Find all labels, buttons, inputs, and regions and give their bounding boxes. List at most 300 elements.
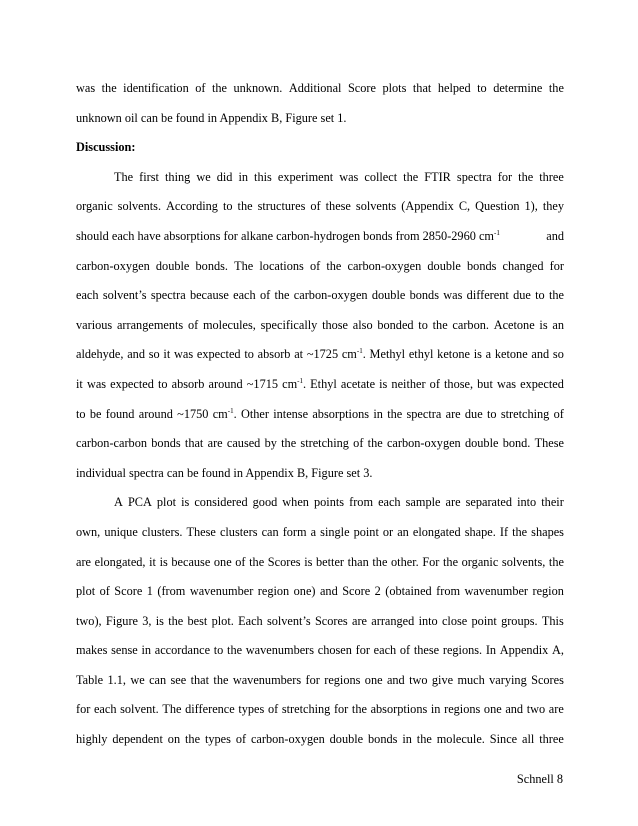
word: each: [93, 702, 117, 717]
word: structures: [257, 199, 306, 214]
word: locations: [259, 258, 304, 273]
word: than: [347, 554, 369, 569]
word: clusters: [219, 524, 258, 539]
word: highly: [76, 732, 108, 747]
word: be: [89, 406, 102, 421]
p1-line-3: [76, 222, 564, 252]
word: aldehyde,: [76, 347, 124, 362]
word: clusters.: [141, 524, 183, 539]
word: and: [531, 347, 550, 362]
word: double: [155, 258, 190, 273]
word: single: [320, 524, 350, 539]
word: for: [333, 702, 349, 717]
word: shapes: [531, 524, 564, 539]
word: point: [471, 613, 497, 628]
word: wavenumber: [464, 584, 529, 599]
p1-line-7: [76, 340, 564, 370]
word: the: [101, 81, 117, 95]
word: that: [412, 81, 432, 95]
word: to: [157, 376, 168, 391]
word: is: [539, 317, 548, 332]
word: these: [413, 643, 440, 658]
word: regions: [444, 702, 481, 717]
word: (Appendix: [401, 199, 454, 214]
word: These: [534, 436, 564, 451]
word: one): [293, 584, 316, 599]
word: changed: [502, 258, 544, 273]
word: wavenumber: [189, 584, 254, 599]
word: from: [436, 584, 461, 599]
word: of: [235, 732, 247, 747]
word: are: [76, 554, 92, 569]
word: when: [282, 495, 309, 510]
word: A: [114, 495, 123, 510]
word: one: [483, 702, 502, 717]
word: double: [427, 258, 461, 273]
word: was: [86, 376, 107, 391]
word: plot.: [211, 613, 234, 628]
word: separated: [465, 495, 513, 510]
word: each: [76, 288, 99, 303]
word: stretching: [300, 436, 349, 451]
word: Appendix: [499, 643, 549, 658]
word: For: [422, 554, 440, 569]
word: This: [541, 613, 564, 628]
word: sense: [111, 643, 138, 658]
word: of: [429, 376, 440, 391]
word: helped: [437, 81, 471, 95]
word: unknown.: [233, 81, 283, 95]
word: and: [505, 702, 524, 717]
word: was: [76, 81, 96, 95]
word: stretching: [500, 406, 550, 421]
word: to: [76, 406, 86, 421]
word: because: [189, 288, 229, 303]
word: points: [313, 495, 345, 510]
word: bonds: [368, 732, 398, 747]
word: see: [170, 672, 187, 687]
word: acetate: [340, 376, 376, 391]
word: in: [402, 732, 412, 747]
word: the: [548, 288, 564, 303]
p1-line-6: [76, 311, 564, 341]
word: of: [310, 199, 321, 214]
p2-line-1: [76, 488, 564, 518]
word: for: [305, 672, 320, 687]
word: Other: [240, 406, 269, 421]
word: accordance: [154, 643, 211, 658]
word: two: [526, 702, 546, 717]
word: carbon-oxygen: [347, 258, 422, 273]
word: but: [477, 376, 493, 391]
p1-line-9: [76, 400, 564, 430]
word: around: [138, 406, 173, 421]
p2-line-2: [76, 518, 564, 548]
word: give: [431, 672, 454, 687]
word: that: [190, 672, 210, 687]
word: $cm^{-1}$.: [212, 406, 237, 421]
p1-line-1: [76, 163, 564, 193]
word: region: [532, 584, 564, 599]
word: those,: [444, 376, 474, 391]
word: absorb: [171, 376, 205, 391]
word: better: [316, 554, 344, 569]
word: of: [553, 406, 564, 421]
word: of: [99, 584, 110, 599]
word: for: [355, 643, 370, 658]
word: and: [319, 584, 338, 599]
word: from: [349, 495, 374, 510]
word: form: [282, 524, 307, 539]
word: the: [351, 702, 367, 717]
word: ~1725: [306, 347, 339, 362]
word: solvents: [355, 199, 397, 214]
word: the: [372, 554, 388, 569]
word: Since: [489, 732, 518, 747]
word: solvents.: [117, 199, 162, 214]
word: around: [208, 376, 243, 391]
word: bond.: [502, 436, 531, 451]
word: an: [397, 524, 409, 539]
word: spectra: [406, 406, 442, 421]
word: Question: [475, 199, 520, 214]
word: If: [499, 524, 509, 539]
body-text: [76, 74, 564, 755]
word: of: [259, 288, 271, 303]
word: wavenumbers: [245, 643, 315, 658]
word: solvent.: [120, 702, 159, 717]
word: carbon-carbon: [76, 436, 148, 451]
word: organic: [76, 199, 113, 214]
word: identification: [123, 81, 189, 95]
word: carbon-oxygen: [250, 732, 325, 747]
word: absorb: [257, 347, 291, 362]
word: $cm^{-1}$.: [282, 376, 307, 391]
word: The: [162, 702, 182, 717]
word: the: [249, 554, 265, 569]
word: These: [186, 524, 216, 539]
word: chosen: [317, 643, 352, 658]
word: absorptions: [370, 702, 428, 717]
word: those: [322, 317, 349, 332]
word: the: [168, 613, 184, 628]
word: groups.: [501, 613, 538, 628]
word: each: [233, 288, 256, 303]
word: one: [364, 672, 383, 687]
word: the: [416, 732, 432, 747]
p2-line-3: [76, 548, 564, 578]
word: is: [473, 347, 482, 362]
word: spectra: [150, 288, 186, 303]
word: collect: [364, 169, 398, 184]
word: expected: [196, 347, 241, 362]
word: elongated: [412, 524, 461, 539]
word: Scores: [531, 672, 564, 687]
word: elongated,: [94, 554, 146, 569]
word: in: [141, 643, 152, 658]
word: it: [163, 347, 171, 362]
word: carbon-oxygen: [76, 258, 150, 273]
word: experiment: [277, 169, 334, 184]
word: ketone: [494, 347, 528, 362]
word: their: [541, 495, 564, 510]
word: that: [184, 436, 204, 451]
p1-line-10: [76, 429, 564, 459]
word: the: [548, 554, 564, 569]
word: the: [227, 643, 243, 658]
word: ethyl: [408, 347, 434, 362]
word: Score: [342, 584, 371, 599]
word: intense: [273, 406, 309, 421]
word: of: [235, 554, 246, 569]
word: organic: [461, 554, 499, 569]
word: was: [443, 288, 463, 303]
word: (obtained: [385, 584, 432, 599]
word: best: [187, 613, 208, 628]
word: FTIR: [424, 169, 451, 184]
word: molecules,: [202, 317, 256, 332]
word: one: [213, 554, 232, 569]
word: due: [513, 288, 531, 303]
word: because: [171, 554, 211, 569]
word: ~1750: [177, 406, 209, 421]
intro-line-2: unknown oil can be found in Appendix B, Figure set 1.: [76, 110, 347, 125]
word: to: [418, 317, 428, 332]
word: this: [254, 169, 272, 184]
word: are: [548, 702, 564, 717]
word: 1),: [524, 199, 538, 214]
word: unique: [104, 524, 138, 539]
word: different: [466, 288, 509, 303]
word: Acetone: [493, 317, 535, 332]
word: $cm^{-1}$.: [341, 347, 366, 362]
word: was: [496, 376, 517, 391]
word: bonds: [409, 288, 439, 303]
word: stretching: [281, 702, 331, 717]
word: bonds: [151, 436, 181, 451]
word: the: [237, 199, 253, 214]
word: caused: [226, 436, 261, 451]
word: neither: [391, 376, 426, 391]
word: carbon-oxygen: [386, 436, 461, 451]
word: all: [522, 732, 535, 747]
word: the: [548, 81, 564, 95]
word: solvents,: [501, 554, 546, 569]
word: these: [325, 199, 351, 214]
word: specifically: [260, 317, 318, 332]
word: a: [310, 524, 317, 539]
word: it: [76, 376, 83, 391]
word: Each: [238, 613, 263, 628]
word: are: [445, 495, 461, 510]
word: 2: [374, 584, 381, 599]
word: they: [542, 199, 564, 214]
word: double: [329, 732, 364, 747]
word: A,: [551, 643, 564, 658]
word: for: [497, 169, 513, 184]
word: or: [382, 524, 394, 539]
word: own,: [76, 524, 101, 539]
word: on: [167, 732, 181, 747]
word: (from: [157, 584, 186, 599]
word: is: [159, 554, 168, 569]
word: to: [213, 643, 224, 658]
word: in: [238, 169, 249, 184]
word: of: [267, 702, 279, 717]
word: into: [418, 613, 438, 628]
word: types: [204, 732, 231, 747]
word: to: [535, 288, 545, 303]
word: molecule.: [436, 732, 485, 747]
word: other.: [391, 554, 419, 569]
p2-line-8: [76, 695, 564, 725]
word: carbon-oxygen: [293, 288, 368, 303]
word: two: [409, 672, 428, 687]
word: regions.: [442, 643, 483, 658]
word: Ethyl: [310, 376, 337, 391]
word: 1.1,: [107, 672, 126, 687]
word: two),: [76, 613, 102, 628]
word: each: [378, 495, 401, 510]
word: expected: [110, 376, 154, 391]
word: three: [539, 732, 564, 747]
word: 1: [146, 584, 153, 599]
word: difference: [185, 702, 235, 717]
word: the: [274, 288, 290, 303]
word: close: [441, 613, 468, 628]
word: first: [139, 169, 159, 184]
p1-line-3-text: should each have absorptions for alkane carbon-hydrogen bonds from 2850-2960 $cm^{-1}$: [76, 228, 500, 243]
word: was: [174, 347, 194, 362]
word: the: [213, 672, 229, 687]
word: determine: [493, 81, 543, 95]
word: double: [371, 288, 406, 303]
word: the: [185, 732, 201, 747]
word: plots: [382, 81, 407, 95]
word: ketone: [437, 347, 470, 362]
word: at: [294, 347, 304, 362]
word: the: [387, 406, 403, 421]
word: did: [216, 169, 233, 184]
word: is: [181, 495, 190, 510]
word: is: [155, 613, 164, 628]
word: expected: [520, 376, 564, 391]
word: double: [464, 436, 499, 451]
word: the: [518, 169, 534, 184]
word: the: [281, 436, 297, 451]
word: carbon.: [452, 317, 489, 332]
word: bonded: [377, 317, 414, 332]
word: due: [464, 406, 483, 421]
word: the: [512, 524, 528, 539]
word: the: [326, 258, 342, 273]
p1-line-4: [76, 252, 564, 282]
word: in: [430, 702, 441, 717]
word: of: [353, 436, 364, 451]
word: in: [373, 406, 383, 421]
word: and: [127, 347, 145, 362]
word: point: [353, 524, 379, 539]
intro-line-1: [76, 74, 564, 104]
p1-line-3-end: and: [546, 228, 564, 243]
word: the: [367, 436, 383, 451]
word: the: [211, 81, 227, 95]
word: bonds.: [195, 258, 228, 273]
word: good: [252, 495, 278, 510]
word: are: [207, 436, 223, 451]
word: spectra: [456, 169, 492, 184]
word: PCA: [127, 495, 152, 510]
word: Additional: [288, 81, 342, 95]
word: Table: [76, 672, 104, 687]
word: varying: [489, 672, 527, 687]
word: The: [114, 169, 134, 184]
word: Scores: [267, 554, 301, 569]
word: the: [432, 317, 448, 332]
word: considered: [194, 495, 248, 510]
word: it: [149, 554, 156, 569]
word: sample: [405, 495, 441, 510]
section-heading: Discussion:: [76, 140, 136, 155]
word: of: [309, 258, 321, 273]
word: various: [76, 317, 113, 332]
word: for: [549, 258, 564, 273]
word: can: [149, 672, 167, 687]
word: According: [166, 199, 218, 214]
word: The: [234, 258, 254, 273]
word: so: [148, 347, 160, 362]
word: C,: [458, 199, 471, 214]
word: arranged: [371, 613, 415, 628]
word: into: [517, 495, 537, 510]
page-footer: Schnell 8: [516, 772, 563, 786]
word: an: [552, 317, 564, 332]
word: plot: [76, 584, 96, 599]
word: to: [244, 347, 254, 362]
word: the: [443, 554, 459, 569]
word: to: [486, 406, 497, 421]
word: region: [257, 584, 290, 599]
p2-line-9: [76, 725, 564, 755]
p2-line-7: [76, 666, 564, 696]
word: In: [485, 643, 497, 658]
word: the: [403, 169, 419, 184]
word: found: [105, 406, 135, 421]
p1-line-5: [76, 281, 564, 311]
word: so: [552, 347, 564, 362]
word: arrangements: [116, 317, 184, 332]
word: can: [261, 524, 279, 539]
p2-line-5: [76, 607, 564, 637]
word: much: [457, 672, 485, 687]
word: thing: [165, 169, 191, 184]
p2-line-6: [76, 636, 564, 666]
word: we: [196, 169, 211, 184]
word: Score: [114, 584, 143, 599]
word: Methyl: [369, 347, 406, 362]
word: shape.: [464, 524, 496, 539]
word: bonds: [467, 258, 497, 273]
word: for: [76, 702, 91, 717]
word: solvent’s: [102, 288, 147, 303]
word: of: [195, 81, 206, 95]
word: wavenumbers: [232, 672, 302, 687]
word: are: [445, 406, 461, 421]
word: each: [373, 643, 397, 658]
word: 3,: [142, 613, 152, 628]
word: regions: [324, 672, 361, 687]
word: solvent’s: [266, 613, 311, 628]
